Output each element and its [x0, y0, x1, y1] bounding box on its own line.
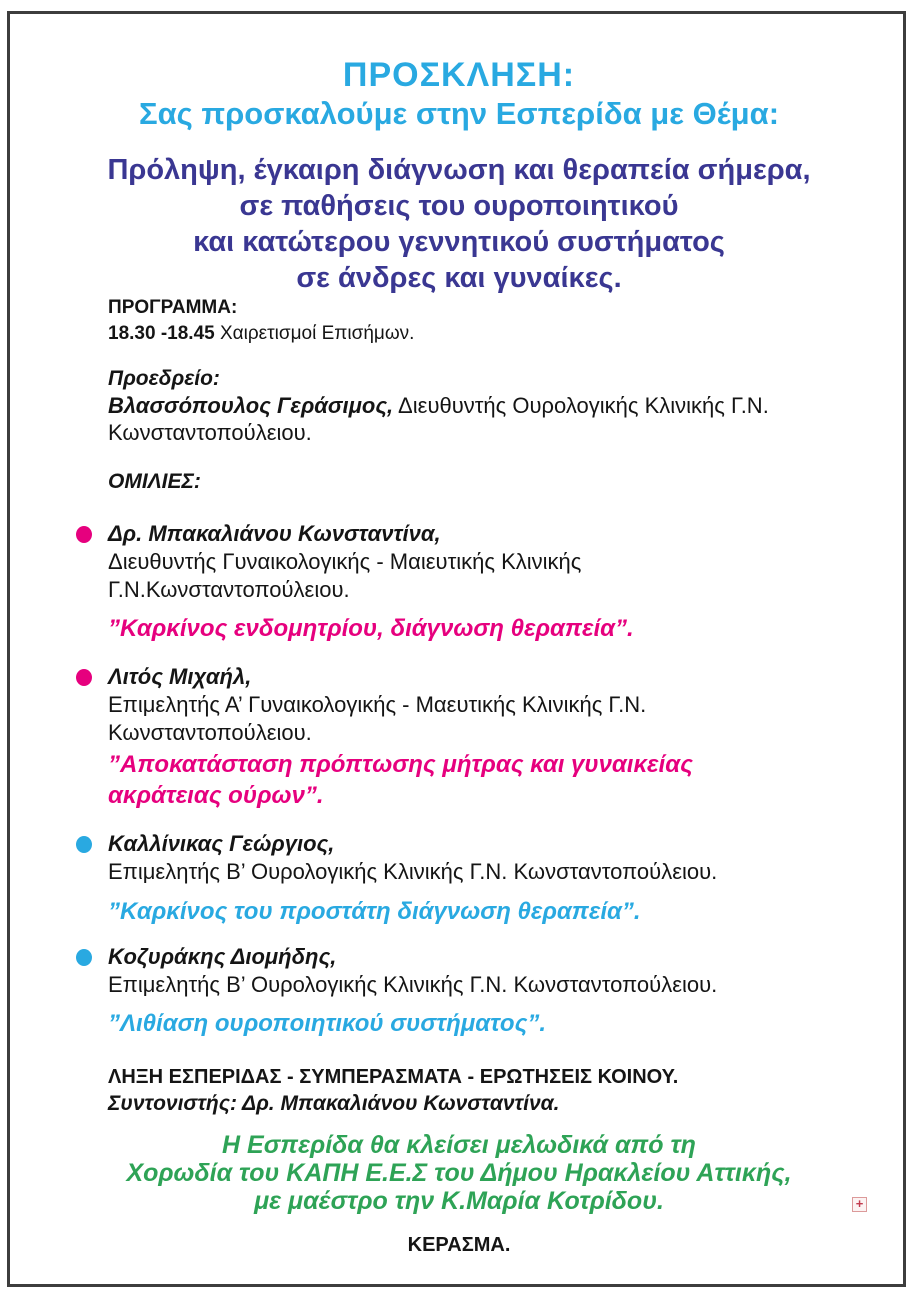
bullet-icon [76, 836, 92, 853]
expand-plus-icon[interactable]: + [852, 1197, 867, 1212]
speaker-name: Καλλίνικας Γεώργιος, [108, 831, 335, 856]
speaker-item [76, 943, 888, 1039]
coordinator-line: Συντονιστής: Δρ. Μπακαλιάνου Κωνσταντίνα. [108, 1092, 560, 1115]
speakers-list [76, 520, 888, 1039]
speaker-credentials-line: Γ.Ν.Κωνσταντοπούλειου. [108, 577, 350, 602]
presidium-member-line2: Κωνσταντοπούλειου. [108, 420, 312, 445]
bullet-icon [76, 669, 92, 686]
presidium-heading: Προεδρείο: [108, 367, 220, 390]
page-title: ΠΡΟΣΚΛΗΣΗ: [342, 56, 576, 94]
page-subtitle: Σας προσκαλούμε στην Εσπερίδα με Θέμα: [138, 96, 780, 131]
speaker-item [76, 520, 888, 644]
invitation-header [0, 55, 918, 133]
talk-title: ”Καρκίνος ενδομητρίου, διάγνωση θεραπεία”. [108, 615, 634, 642]
speaker-credentials-line: Επιμελητής Β’ Ουρολογικής Κλινικής Γ.Ν. Κωνσταντοπούλειου. [108, 972, 718, 997]
talk-title: ”Αποκατάσταση πρόπτωσης μήτρας και γυναικείας [108, 751, 693, 778]
presidium-section [108, 365, 868, 446]
speaker-credentials-line: Επιμελητής Β’ Ουρολογικής Κλινικής Γ.Ν. Κωνσταντοπούλειου. [108, 859, 718, 884]
bullet-icon [76, 526, 92, 543]
presidium-member-role: Διευθυντής Ουρολογικής Κλινικής Γ.Ν. [393, 393, 769, 418]
theme-line: σε άνδρες και γυναίκες. [296, 262, 622, 294]
theme-line: και κατώτερου γεννητικού συστήματος [193, 226, 725, 258]
program-schedule-line [108, 322, 414, 346]
talk-title: ”Λιθίαση ουροποιητικού συστήματος”. [108, 1010, 547, 1037]
program-heading: ΠΡΟΓΡΑΜΜΑ: [108, 297, 238, 318]
presidium-member-name: Βλασσόπουλος Γεράσιμος, [108, 393, 394, 418]
speaker-item [76, 663, 888, 811]
speaker-credentials-line: Κωνσταντοπούλειου. [108, 720, 312, 745]
bullet-icon [76, 949, 92, 966]
talks-heading: ΟΜΙΛΙΕΣ: [108, 470, 201, 493]
choir-line: με μαέστρο την Κ.Μαρία Κοτρίδου. [254, 1187, 664, 1215]
speaker-name: Λιτός Μιχαήλ, [108, 664, 252, 689]
choir-line: Χορωδία του ΚΑΠΗ Ε.Ε.Σ του Δήμου Ηρακλείου Αττικής, [126, 1159, 792, 1187]
talk-title: ”Καρκίνος του προστάτη διάγνωση θεραπεία”. [108, 898, 641, 925]
closing-line: ΛΗΞΗ ΕΣΠΕΡΙΔΑΣ - ΣΥΜΠΕΡΑΣΜΑΤΑ - ΕΡΩΤΗΣΕΙΣ ΚΟΙΝΟΥ. [108, 1066, 679, 1088]
event-theme [0, 152, 918, 296]
time-range: 18.30 -18.45 [108, 323, 215, 344]
talk-title-line2: ακράτειας ούρων”. [108, 782, 324, 809]
time-event: Χαιρετισμοί Επισήμων. [214, 323, 415, 344]
choir-note [0, 1131, 918, 1215]
speaker-credentials-line: Διευθυντής Γυναικολογικής - Μαιευτικής Κλινικής [108, 549, 582, 574]
theme-line: σε παθήσεις του ουροποιητικού [239, 190, 679, 222]
choir-line: Η Εσπερίδα θα κλείσει μελωδικά από τη [222, 1131, 696, 1159]
speaker-name: Δρ. Μπακαλιάνου Κωνσταντίνα, [108, 521, 441, 546]
closing-section [108, 1064, 888, 1117]
theme-line: Πρόληψη, έγκαιρη διάγνωση και θεραπεία σήμερα, [107, 154, 811, 186]
speaker-item [76, 830, 888, 927]
speaker-credentials-line: Επιμελητής Α’ Γυναικολογικής - Μαευτικής Κλινικής Γ.Ν. [108, 692, 647, 717]
refreshments-note: ΚΕΡΑΣΜΑ. [407, 1234, 511, 1256]
speaker-name: Κοζυράκης Διομήδης, [108, 944, 337, 969]
presidium-member-line [108, 392, 868, 419]
